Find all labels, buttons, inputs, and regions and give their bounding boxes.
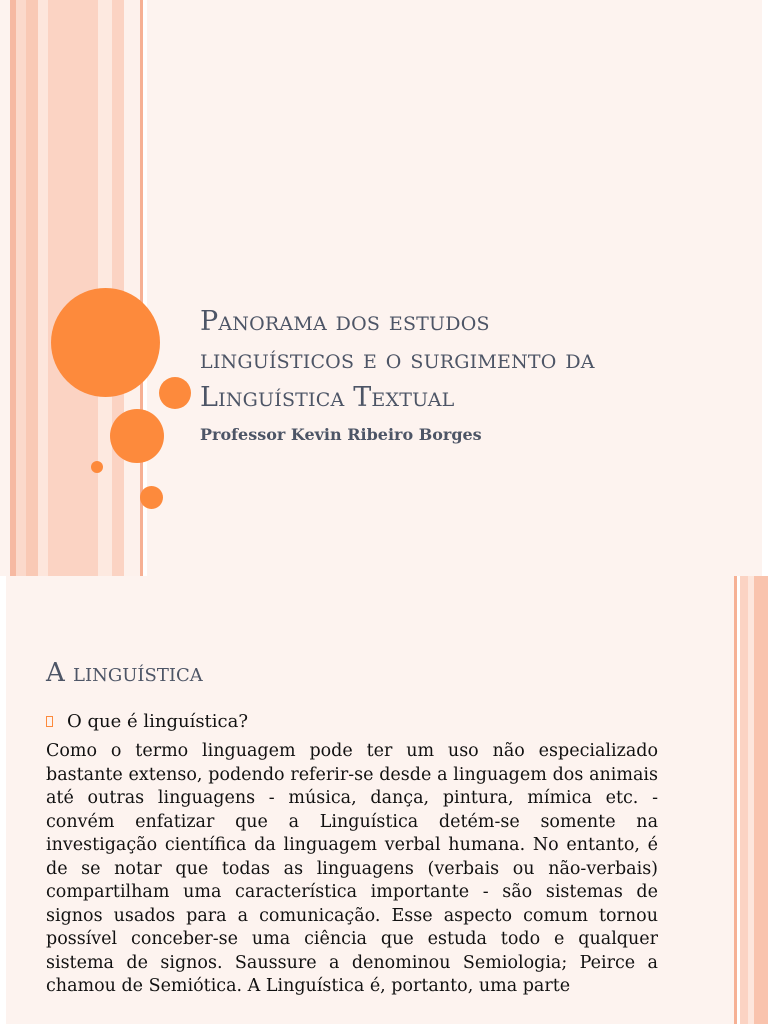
body-paragraph: Como o termo linguagem pode ter um uso não especializado bastante extenso, podendo referir-se desde a linguagem dos animais até outras linguagens - música, dança, pintura, mímica etc. - convém enfatizar que a Linguística detém-se somente na investigação científica da linguagem verbal humana. No entanto, é de se notar que todas as linguagens (verbais ou não-verbais) compartilham uma característica importante - são sistemas de signos usados para a comunicação. Esse aspecto comum tornou possível conceber-se uma ciência que estuda todo e qualquer sistema de signos. Saussure a denominou Semiologia; Peirce a chamou de Semiótica. A Linguística é, portanto, uma parte [46,741,658,996]
slide-title-line: Linguística Textual [200,382,455,413]
bullet-item [46,711,248,732]
square-bullet-icon [46,716,53,727]
tiny-circle-decoration [91,461,103,473]
small-circle-decoration [140,486,163,509]
bullet-text: O que é linguística? [67,711,249,732]
section-heading: A linguística [46,658,203,688]
slide-title [200,303,720,417]
decorative-stripe [754,576,768,1024]
title-panel [147,0,762,576]
slide-subtitle: Professor Kevin Ribeiro Borges [200,425,482,444]
decorative-stripe [124,0,140,576]
decorative-stripe [16,0,26,576]
large-circle-decoration [51,288,160,397]
slide-edge [0,576,6,1024]
slide-edge [762,0,768,576]
medium-circle-decoration [110,409,164,463]
decorative-stripe [48,0,98,576]
small-circle-decoration [159,377,191,409]
decorative-stripe [26,0,38,576]
slide-title-line: linguísticos e o surgimento da [200,344,595,375]
decorative-stripe [740,576,748,1024]
slide-title-line: Panorama dos estudos [200,306,490,337]
decorative-stripe [38,0,48,576]
